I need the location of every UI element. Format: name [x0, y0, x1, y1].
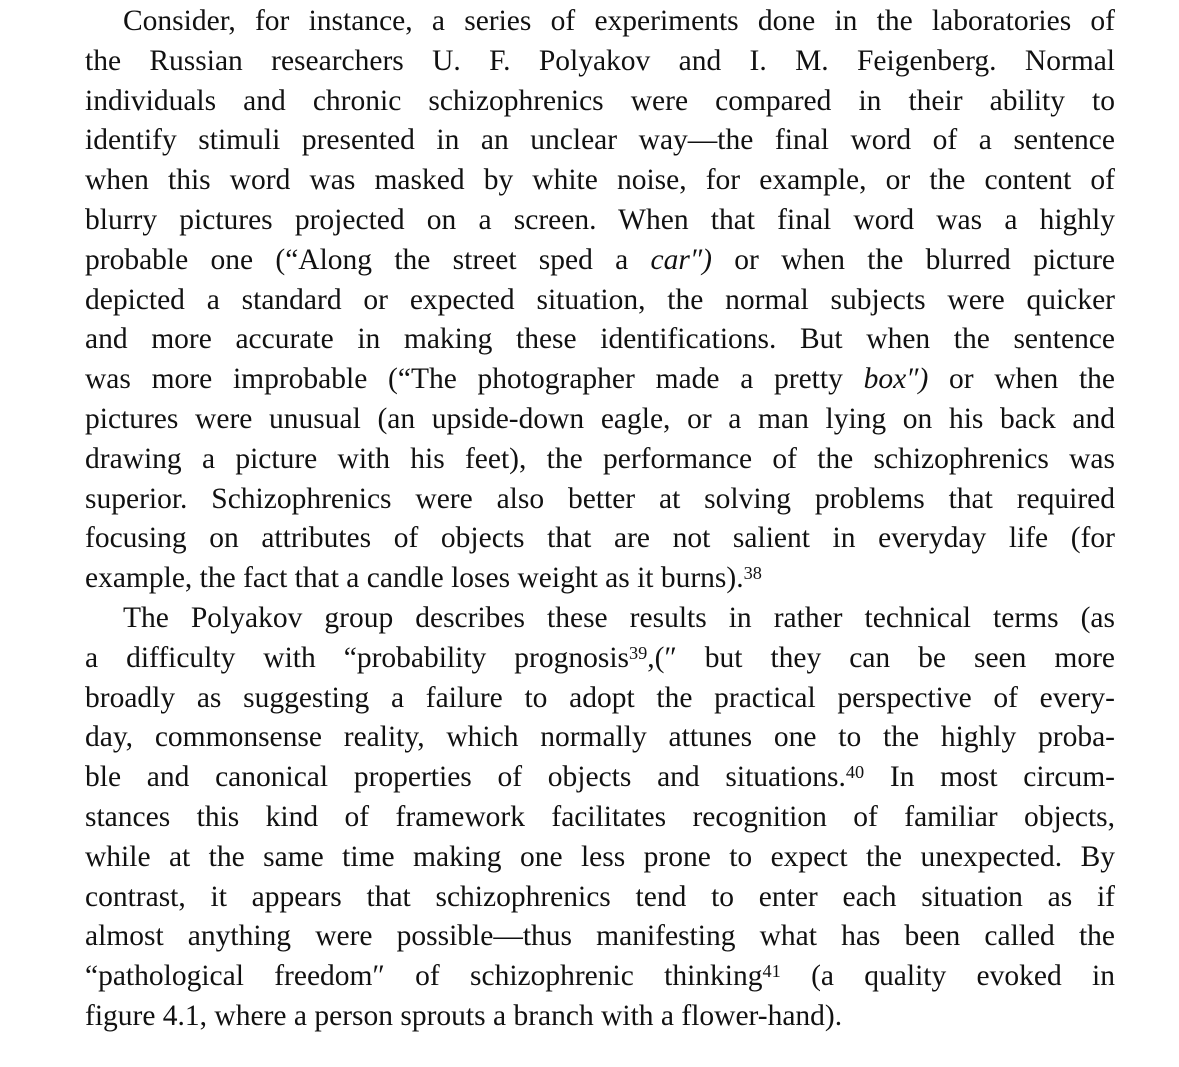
text-segment: probable one (“Along the street sped a [85, 243, 651, 276]
text-line [85, 758, 1115, 798]
text-segment: In most circum- [864, 761, 1115, 794]
text-line: superior. Schizophrenics were also better at solving problems that required [85, 482, 1115, 515]
text-line: broadly as suggesting a failure to adopt the practical perspective of every- [85, 681, 1115, 714]
text-line: pictures were unusual (an upside-down eagle, or a man lying on his back and [85, 402, 1115, 435]
paragraph-2 [85, 599, 1115, 1037]
text-line: almost anything were possible—thus manifesting what has been called the [85, 920, 1115, 953]
text-line: and more accurate in making these identifications. But when the sentence [85, 323, 1115, 356]
text-segment: a difficulty with “probability prognosis [85, 641, 630, 674]
text-line [85, 957, 1115, 997]
text-line: drawing a picture with his feet), the performance of the schizophrenics was [85, 442, 1115, 475]
text-line: stances this kind of framework facilitates recognition of familiar objects, [85, 800, 1115, 833]
text-line: when this word was masked by white noise, for example, or the content of [85, 164, 1115, 197]
text-segment: or when the [928, 363, 1115, 396]
text-segment: example, the fact that a candle loses weight as it burns). [85, 562, 744, 595]
italic-word: car″) [650, 243, 712, 276]
text-segment: “pathological freedom″ of schizophrenic thinking [85, 960, 763, 993]
text-line: depicted a standard or expected situation, the normal subjects were quicker [85, 283, 1115, 316]
footnote-ref-39: 39 [629, 642, 648, 663]
text-line: blurry pictures projected on a screen. When that final word was a highly [85, 203, 1115, 236]
italic-word: box″) [863, 363, 929, 396]
text-segment: was more improbable (“The photographer made a pretty [85, 363, 864, 396]
text-line: focusing on attributes of objects that are not salient in everyday life (for [85, 522, 1115, 555]
text-line: day, commonsense reality, which normally attunes one to the highly proba- [85, 721, 1115, 754]
text-segment: or when the blurred picture [711, 243, 1115, 276]
text-line: identify stimuli presented in an unclear way—the final word of a sentence [85, 124, 1115, 157]
book-page [85, 0, 1115, 1037]
text-line: individuals and chronic schizophrenics were compared in their ability to [85, 84, 1115, 117]
text-line [85, 559, 1115, 599]
text-line [85, 241, 1115, 281]
text-line: while at the same time making one less prone to expect the unexpected. By [85, 840, 1115, 873]
paragraph-1 [85, 2, 1115, 599]
text-line: the Russian researchers U. F. Polyakov and I. M. Feigenberg. Normal [85, 44, 1115, 77]
text-line: figure 4.1, where a person sprouts a branch with a flower-hand). [85, 999, 843, 1032]
footnote-ref-41: 41 [762, 960, 781, 981]
footnote-ref-40: 40 [845, 761, 865, 782]
text-line: Consider, for instance, a series of experiments done in the laboratories of [123, 5, 1115, 37]
text-line: The Polyakov group describes these results in rather technical terms (as [123, 601, 1115, 634]
footnote-ref-38: 38 [743, 562, 762, 583]
text-segment: ble and canonical properties of objects and situations. [85, 761, 846, 794]
text-line: contrast, it appears that schizophrenics tend to enter each situation as if [85, 880, 1115, 913]
text-line [85, 639, 1115, 679]
text-line [85, 360, 1115, 400]
text-segment: (a quality evoked in [780, 960, 1115, 993]
text-segment: ,(″ but they can be seen more [647, 641, 1115, 674]
